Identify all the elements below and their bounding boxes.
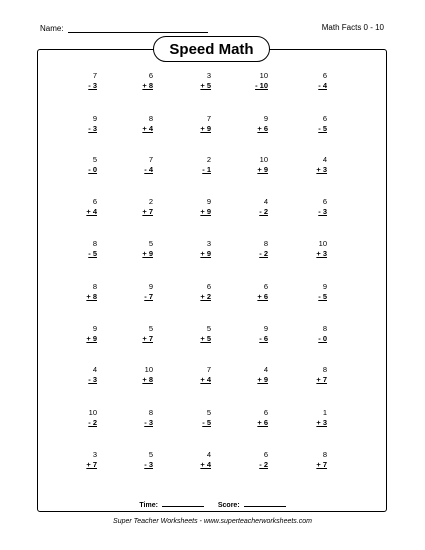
problem-operator-number: + 9 — [257, 165, 268, 174]
math-problem — [113, 239, 153, 259]
math-problem — [57, 197, 97, 217]
math-problem — [287, 324, 327, 344]
problem-top-number: 9 — [263, 324, 268, 333]
problem-operator-number: + 6 — [257, 124, 268, 133]
math-problem — [287, 239, 327, 259]
problem-top-number: 7 — [206, 114, 211, 123]
score-label: Score: — [217, 502, 240, 509]
math-problem — [57, 365, 97, 385]
problem-top-number: 5 — [92, 155, 97, 164]
math-problem — [57, 408, 97, 428]
problem-operator-number: + 4 — [86, 207, 97, 216]
time-label: Time: — [139, 502, 158, 509]
problem-operator-number: - 0 — [88, 165, 97, 174]
math-problem — [287, 197, 327, 217]
footer-fields — [0, 499, 425, 509]
problem-top-number: 2 — [206, 155, 211, 164]
problem-top-number: 5 — [206, 324, 211, 333]
problem-operator-number: + 6 — [257, 292, 268, 301]
problem-top-number: 8 — [322, 324, 327, 333]
problem-top-number: 9 — [92, 114, 97, 123]
math-problem — [228, 282, 268, 302]
problem-operator-number: + 7 — [142, 334, 153, 343]
problem-operator-number: - 3 — [88, 375, 97, 384]
problem-operator-number: + 8 — [142, 81, 153, 90]
problem-top-number: 6 — [206, 282, 211, 291]
problem-operator-number: + 5 — [200, 81, 211, 90]
math-problem — [113, 114, 153, 134]
math-problem — [287, 408, 327, 428]
math-problem — [228, 239, 268, 259]
problem-top-number: 9 — [322, 282, 327, 291]
name-label: Name: — [40, 24, 64, 33]
problem-top-number: 3 — [92, 450, 97, 459]
problem-top-number: 10 — [259, 71, 268, 80]
problem-top-number: 7 — [206, 365, 211, 374]
problem-top-number: 8 — [263, 239, 268, 248]
problem-operator-number: - 2 — [259, 460, 268, 469]
math-problem — [228, 197, 268, 217]
time-blank-line[interactable] — [162, 499, 204, 507]
problem-operator-number: + 4 — [200, 460, 211, 469]
problem-top-number: 5 — [206, 408, 211, 417]
problem-top-number: 4 — [263, 365, 268, 374]
problem-top-number: 6 — [322, 71, 327, 80]
problem-operator-number: - 6 — [259, 334, 268, 343]
problem-operator-number: - 5 — [318, 124, 327, 133]
problem-top-number: 10 — [318, 239, 327, 248]
math-problem — [171, 282, 211, 302]
problem-operator-number: - 2 — [259, 249, 268, 258]
problem-operator-number: + 9 — [86, 334, 97, 343]
math-problem — [57, 71, 97, 91]
math-problem — [171, 197, 211, 217]
time-field — [139, 499, 204, 509]
problem-operator-number: - 3 — [88, 81, 97, 90]
math-problem — [287, 365, 327, 385]
footer-credit: Super Teacher Worksheets - www.superteacherworksheets.com — [113, 518, 312, 525]
math-problem — [113, 155, 153, 175]
problem-operator-number: + 5 — [200, 334, 211, 343]
score-blank-line[interactable] — [244, 499, 286, 507]
problem-operator-number: - 2 — [88, 418, 97, 427]
math-problem — [171, 450, 211, 470]
math-problem — [113, 71, 153, 91]
problem-operator-number: - 4 — [144, 165, 153, 174]
math-problem — [228, 365, 268, 385]
problem-top-number: 9 — [206, 197, 211, 206]
math-problem — [171, 365, 211, 385]
problem-top-number: 7 — [92, 71, 97, 80]
problem-top-number: 6 — [322, 197, 327, 206]
math-problem — [171, 239, 211, 259]
math-facts-label: Math Facts 0 - 10 — [321, 23, 384, 32]
math-problem — [228, 155, 268, 175]
problem-operator-number: - 3 — [318, 207, 327, 216]
problem-operator-number: + 7 — [316, 375, 327, 384]
problem-operator-number: - 4 — [318, 81, 327, 90]
math-problem — [171, 155, 211, 175]
problem-operator-number: + 7 — [86, 460, 97, 469]
problem-top-number: 6 — [263, 450, 268, 459]
problem-operator-number: + 4 — [200, 375, 211, 384]
math-problem — [228, 408, 268, 428]
problem-top-number: 2 — [148, 197, 153, 206]
problem-top-number: 9 — [148, 282, 153, 291]
problem-operator-number: - 7 — [144, 292, 153, 301]
problem-operator-number: + 9 — [142, 249, 153, 258]
math-problem — [171, 408, 211, 428]
problem-operator-number: + 6 — [257, 418, 268, 427]
problem-operator-number: - 5 — [318, 292, 327, 301]
problem-operator-number: + 4 — [142, 124, 153, 133]
problem-operator-number: + 9 — [200, 207, 211, 216]
problem-operator-number: + 3 — [316, 249, 327, 258]
math-problem — [287, 282, 327, 302]
problem-operator-number: - 3 — [88, 124, 97, 133]
problem-top-number: 8 — [148, 408, 153, 417]
math-problem — [171, 114, 211, 134]
math-problem — [171, 324, 211, 344]
problem-operator-number: + 7 — [142, 207, 153, 216]
math-problem — [287, 114, 327, 134]
problem-operator-number: + 2 — [200, 292, 211, 301]
problem-top-number: 10 — [259, 155, 268, 164]
problem-operator-number: - 1 — [202, 165, 211, 174]
math-problem — [57, 282, 97, 302]
problem-operator-number: + 3 — [316, 418, 327, 427]
problem-operator-number: - 10 — [255, 81, 268, 90]
problem-top-number: 6 — [263, 282, 268, 291]
math-problem — [228, 450, 268, 470]
problem-operator-number: - 0 — [318, 334, 327, 343]
problem-operator-number: + 9 — [200, 124, 211, 133]
problem-top-number: 10 — [88, 408, 97, 417]
problem-top-number: 9 — [92, 324, 97, 333]
problem-operator-number: - 3 — [144, 460, 153, 469]
problem-operator-number: + 8 — [86, 292, 97, 301]
math-problem — [287, 450, 327, 470]
problem-top-number: 8 — [92, 239, 97, 248]
math-problem — [113, 197, 153, 217]
problem-operator-number: + 3 — [316, 165, 327, 174]
problem-top-number: 8 — [92, 282, 97, 291]
problem-top-number: 7 — [148, 155, 153, 164]
problem-top-number: 4 — [322, 155, 327, 164]
problem-top-number: 6 — [322, 114, 327, 123]
problem-top-number: 5 — [148, 324, 153, 333]
math-problem — [228, 324, 268, 344]
problem-operator-number: - 3 — [144, 418, 153, 427]
math-problem — [57, 324, 97, 344]
problem-top-number: 4 — [92, 365, 97, 374]
math-problem — [57, 239, 97, 259]
problem-operator-number: - 5 — [88, 249, 97, 258]
page-title: Speed Math — [153, 36, 270, 62]
problem-top-number: 4 — [263, 197, 268, 206]
problem-top-number: 6 — [148, 71, 153, 80]
problem-top-number: 3 — [206, 71, 211, 80]
math-problem — [113, 365, 153, 385]
problem-operator-number: + 7 — [316, 460, 327, 469]
math-problem — [171, 71, 211, 91]
problem-top-number: 6 — [263, 408, 268, 417]
problem-top-number: 8 — [322, 450, 327, 459]
problem-operator-number: + 8 — [142, 375, 153, 384]
math-problem — [57, 450, 97, 470]
problem-top-number: 6 — [92, 197, 97, 206]
problem-top-number: 4 — [206, 450, 211, 459]
problem-operator-number: + 9 — [200, 249, 211, 258]
score-field — [218, 499, 286, 509]
math-problem — [228, 114, 268, 134]
problem-top-number: 8 — [148, 114, 153, 123]
problem-top-number: 3 — [206, 239, 211, 248]
math-problem — [113, 324, 153, 344]
math-problem — [113, 282, 153, 302]
problem-top-number: 1 — [322, 408, 327, 417]
problem-top-number: 9 — [263, 114, 268, 123]
problem-top-number: 10 — [144, 365, 153, 374]
problem-operator-number: - 5 — [202, 418, 211, 427]
math-problem — [287, 71, 327, 91]
math-problem — [57, 155, 97, 175]
math-problem — [57, 114, 97, 134]
problem-top-number: 5 — [148, 239, 153, 248]
problem-operator-number: + 9 — [257, 375, 268, 384]
problem-top-number: 5 — [148, 450, 153, 459]
math-problem — [287, 155, 327, 175]
problem-operator-number: - 2 — [259, 207, 268, 216]
math-problem — [113, 450, 153, 470]
math-problem — [113, 408, 153, 428]
problem-top-number: 8 — [322, 365, 327, 374]
math-problem — [228, 71, 268, 91]
